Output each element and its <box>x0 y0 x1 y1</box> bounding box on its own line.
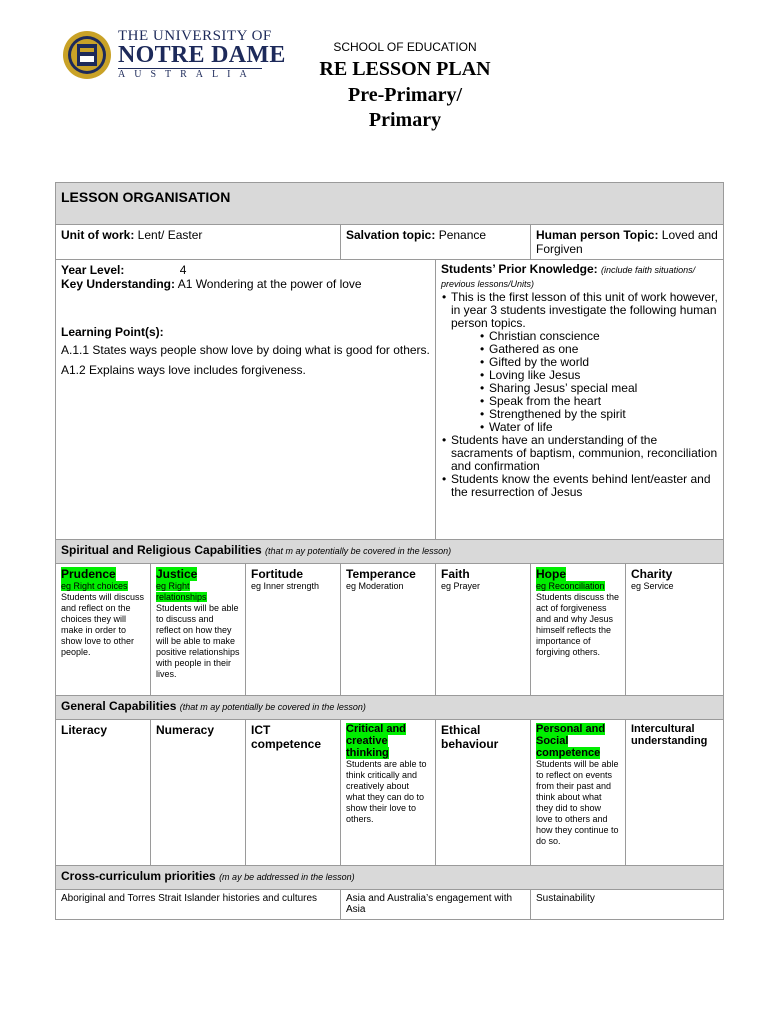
capability-name: Intercultural understanding <box>631 723 708 747</box>
university-name-line1: THE UNIVERSITY OF <box>118 28 272 44</box>
capability-name: Prudence <box>61 567 116 581</box>
university-logo <box>60 28 286 84</box>
university-name-line2: NOTRE DAME <box>118 42 286 68</box>
capability-example: eg Prayer <box>441 581 481 591</box>
year-level-label: Year Level: <box>61 263 125 277</box>
learning-point-2: A1.2 Explains ways love includes forgiveness. <box>61 363 306 377</box>
unit-of-work-value: Lent/ Easter <box>137 228 203 242</box>
capability-name: Charity <box>631 567 673 581</box>
cross-curriculum-header <box>56 866 724 890</box>
year-level-value: 4 <box>179 263 187 277</box>
learning-points-label: Learning Point(s): <box>61 325 164 339</box>
general-numeracy <box>151 720 246 866</box>
general-ict <box>246 720 341 866</box>
capability-faith <box>436 564 531 696</box>
prior-knowledge-cell <box>436 260 724 540</box>
capability-name: Temperance <box>346 567 416 581</box>
university-name-line3: AUSTRALIA <box>118 69 256 80</box>
general-capabilities-note: (that m ay potentially be covered in the lesson) <box>179 702 366 712</box>
unit-of-work-label: Unit of work: <box>61 228 135 242</box>
cross-curriculum-item: Sustainability <box>531 890 724 920</box>
capability-example: eg Service <box>631 581 674 591</box>
cross-curriculum-item: Asia and Australia’s engagement with Asia <box>341 890 531 920</box>
capability-charity <box>626 564 724 696</box>
page-subtitle-1: Pre-Primary/ <box>347 84 462 106</box>
general-intercultural <box>626 720 724 866</box>
prior-knowledge-item: • Students have an understanding of the sacraments of baptism, communion, reconciliation and confirmation <box>451 434 718 473</box>
capability-description: Students discuss the act of forgiveness and and why Jesus himself reflects the importance of forgiving others. <box>536 592 620 657</box>
capability-description: Students will discuss and reflect on the choices they will make in order to show love to other people. <box>61 592 145 657</box>
school-name: SCHOOL OF EDUCATION <box>333 40 477 54</box>
list-item: • Strengthened by the spirit <box>489 408 718 421</box>
capability-example: eg Right choices <box>61 581 128 591</box>
year-level-cell <box>56 260 436 540</box>
spiritual-capabilities-header <box>56 540 724 564</box>
learning-point-1: A.1.1 States ways people show love by doing what is good for others. <box>61 343 430 357</box>
capability-fortitude <box>246 564 341 696</box>
spiritual-capabilities-note: (that m ay potentially be covered in the lesson) <box>265 546 452 556</box>
capability-example: eg Reconciliation <box>536 581 605 591</box>
university-seal-icon <box>62 30 112 80</box>
capability-description: Students are able to think critically and creatively about what they can do to show their love to others. <box>346 759 427 824</box>
human-person-topic-value: Loved and Forgiven <box>536 228 718 256</box>
spiritual-capabilities-title: Spiritual and Religious Capabilities <box>61 543 262 557</box>
general-literacy <box>56 720 151 866</box>
capability-name: Ethical behaviour <box>441 723 499 751</box>
cross-curriculum-title: Cross-curriculum priorities <box>61 869 216 883</box>
human-person-topic-label: Human person Topic: <box>536 228 659 242</box>
capability-example: eg Moderation <box>346 581 404 591</box>
capability-justice <box>151 564 246 696</box>
human-person-topics-list <box>441 330 718 434</box>
list-item: • Sharing Jesus’ special meal <box>489 382 718 395</box>
lesson-organisation-title: LESSON ORGANISATION <box>61 189 231 205</box>
capability-example: eg Inner strength <box>251 581 320 591</box>
capability-prudence <box>56 564 151 696</box>
general-critical-thinking <box>341 720 436 866</box>
capability-example: eg Right relationships <box>156 581 207 602</box>
general-capabilities-header <box>56 696 724 720</box>
general-personal-social <box>531 720 626 866</box>
page-title: RE LESSON PLAN <box>319 58 491 80</box>
capability-description: Students will be able to discuss and reflect on how they will be able to make positive relationships with people in their lives. <box>156 603 240 679</box>
prior-knowledge-list <box>441 291 718 330</box>
list-item: • Gathered as one <box>489 343 718 356</box>
cross-curriculum-item: Aboriginal and Torres Strait Islander histories and cultures <box>56 890 341 920</box>
unit-of-work-cell <box>56 225 341 260</box>
general-ethical-behaviour <box>436 720 531 866</box>
human-person-topic-cell <box>531 225 724 260</box>
capability-description: Students will be able to reflect on events from their past and think about what they did to show love to others and how they continue to do so. <box>536 759 619 846</box>
key-understanding-value: A1 Wondering at the power of love <box>177 277 362 291</box>
prior-knowledge-more-list <box>441 434 718 499</box>
list-item: • Water of life <box>489 421 718 434</box>
lesson-plan-table <box>55 182 724 920</box>
list-item: • Christian conscience <box>489 330 718 343</box>
prior-knowledge-item: • This is the first lesson of this unit of work however, in year 3 students investigate the following human person topics. <box>451 291 718 330</box>
general-capabilities-title: General Capabilities <box>61 699 177 713</box>
key-understanding-label: Key Understanding: <box>61 277 176 291</box>
list-item: • Loving like Jesus <box>489 369 718 382</box>
salvation-topic-value: Penance <box>438 228 487 242</box>
cross-curriculum-note: (m ay be addressed in the lesson) <box>219 872 355 882</box>
lesson-organisation-header <box>56 183 724 225</box>
salvation-topic-label: Salvation topic: <box>346 228 436 242</box>
prior-knowledge-item: • Students know the events behind lent/easter and the resurrection of Jesus <box>451 473 718 499</box>
capability-name: Critical and creative thinking <box>346 723 406 759</box>
capability-name: Personal and Social competence <box>536 723 606 759</box>
prior-knowledge-note: (include faith situations/ previous lessons/Units) <box>441 265 696 289</box>
capability-name: Numeracy <box>156 723 215 737</box>
capability-name: Justice <box>156 567 198 581</box>
list-item: • Speak from the heart <box>489 395 718 408</box>
salvation-topic-cell <box>341 225 531 260</box>
capability-name: Fortitude <box>251 567 303 581</box>
capability-name: Literacy <box>61 723 108 737</box>
capability-hope <box>531 564 626 696</box>
page-subtitle-2: Primary <box>368 109 442 131</box>
capability-temperance <box>341 564 436 696</box>
capability-name: Hope <box>536 567 566 581</box>
list-item: • Gifted by the world <box>489 356 718 369</box>
prior-knowledge-label: Students’ Prior Knowledge: <box>441 262 598 276</box>
capability-name: Faith <box>441 567 470 581</box>
capability-name: ICT competence <box>251 723 322 751</box>
